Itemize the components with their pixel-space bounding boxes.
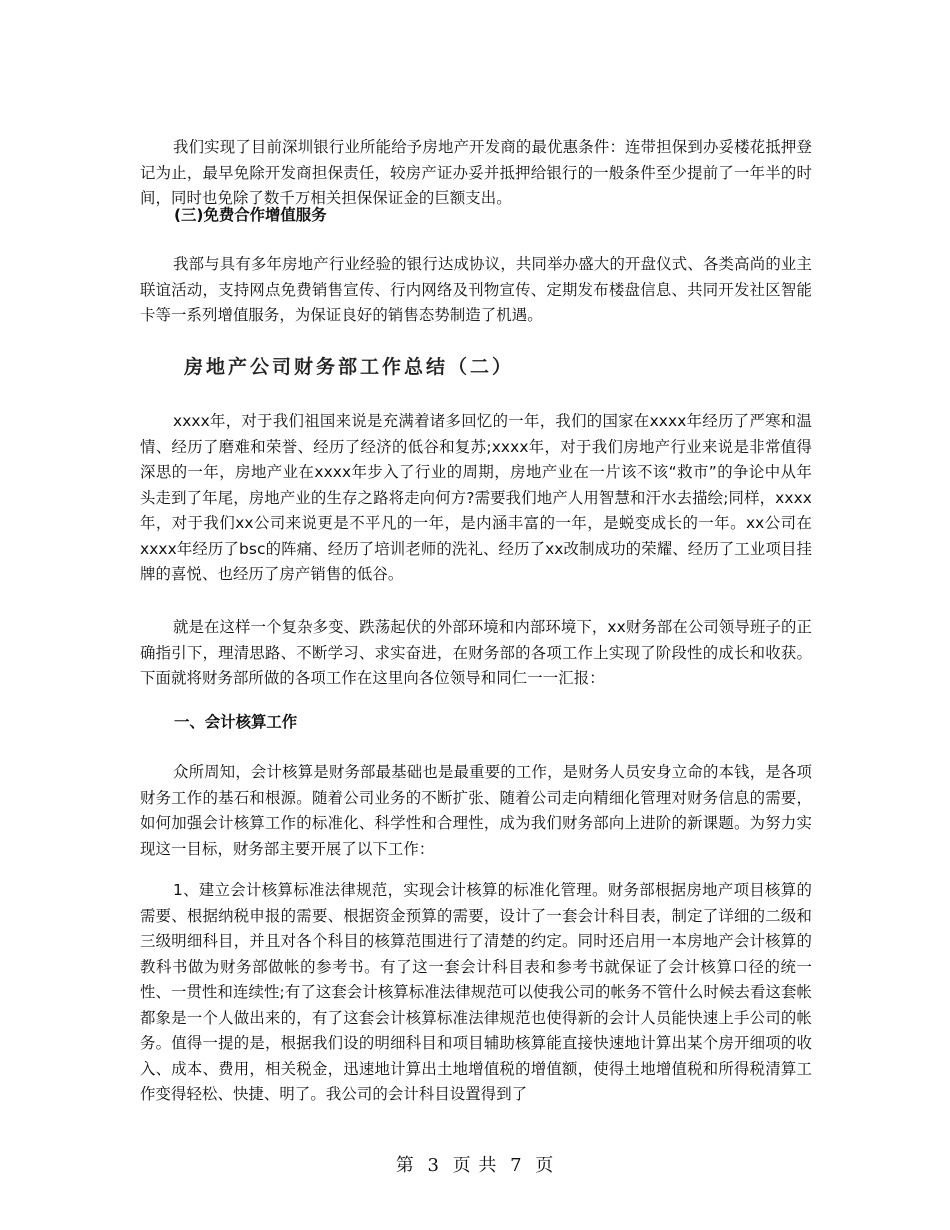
footer-page-number: 3 — [427, 1155, 440, 1176]
paragraph-year: xxxx年，对于我们祖国来说是充满着诸多回忆的一年，我们的国家在xxxx年经历了严寒和温情、经历了磨难和荣誉、经历了经济的低谷和复苏;xxxx年，对于我们房地产行业来说是非常值得深思的一年，房地产业在xxxx年步入了行业的周期，房地产业在一片该不该“救市”的争论中从年头走到了年尾，房地产业的生存之路将走向何方?需要我们地产人用智慧和汗水去描绘;同样，xxxx年，对于我们xx公司来说更是不平凡的一年，是内涵丰富的一年，是蜕变成长的一年。xx公司在xxxx年经历了bsc的阵痛、经历了培训老师的洗礼、经历了xx改制成功的荣耀、经历了工业项目挂牌的喜悦、也经历了房产销售的低谷。 — [140, 412, 812, 583]
footer-prefix: 第 — [395, 1155, 415, 1176]
section-heading-1: 一、会计核算工作 — [174, 713, 298, 731]
document-title: 房地产公司财务部工作总结（二） — [184, 356, 515, 378]
page-footer — [0, 1151, 950, 1177]
footer-middle: 页 共 — [452, 1155, 498, 1176]
paragraph-environment: 就是在这样一个复杂多变、跌荡起伏的外部环境和内部环境下，xx财务部在公司领导班子的正确指引下，理清思路、不断学习、求实奋进，在财务部的各项工作上实现了阶段性的成长和收获。下面就将财务部所做的各项工作在这里向各位领导和同仁一一汇报： — [140, 618, 812, 687]
section-heading-3: (三)免费合作增值服务 — [174, 206, 327, 224]
paragraph-item-1: 1、建立会计核算标准法律规范，实现会计核算的标准化管理。财务部根据房地产项目核算的需要、根据纳税申报的需要、根据资金预算的需要，设计了一套会计科目表，制定了详细的二级和三级明细科目，并且对各个科目的核算范围进行了清楚的约定。同时还启用一本房地产会计核算的教科书做为财务部做帐的参考书。有了这一套会计科目表和参考书就保证了会计核算口径的统一性、一贯性和连续性;有了这套会计核算标准法律规范可以使我公司的帐务不管什么时候去看这套帐都象是一个人做出来的，有了这套会计核算标准法律规范也使得新的会计人员能快速上手公司的帐务。值得一提的是，根据我们设的明细科目和项目辅助核算能直接快速地计算出某个房开细项的收入、成本、费用，相关税金，迅速地计算出土地增值税的增值额，使得土地增值税和所得税清算工作变得轻松、快捷、明了。我公司的会计科目设置得到了 — [140, 881, 812, 1103]
paragraph-accounting: 众所周知，会计核算是财务部最基础也是最重要的工作，是财务人员安身立命的本钱，是各项财务工作的基石和根源。随着公司业务的不断扩张、随着公司走向精细化管理对财务信息的需要，如何加强会计核算工作的标准化、科学性和合理性，成为我们财务部向上进阶的新课题。为努力实现这一目标，财务部主要开展了以下工作： — [140, 763, 812, 858]
footer-suffix: 页 — [535, 1155, 555, 1176]
footer-total-pages: 7 — [510, 1155, 523, 1176]
paragraph-intro: 我们实现了目前深圳银行业所能给予房地产开发商的最优惠条件：连带担保到办妥楼花抵押登记为止，最早免除开发商担保责任，较房产证办妥并抵押给银行的一般条件至少提前了一年半的时间，同时也免除了数千万相关担保保证金的巨额支出。 — [140, 138, 812, 207]
paragraph-service: 我部与具有多年房地产行业经验的银行达成协议，共同举办盛大的开盘仪式、各类高尚的业主联谊活动，支持网点免费销售宣传、行内网络及刊物宣传、定期发布楼盘信息、共同开发社区智能卡等一系列增值服务，为保证良好的销售态势制造了机遇。 — [140, 255, 812, 324]
